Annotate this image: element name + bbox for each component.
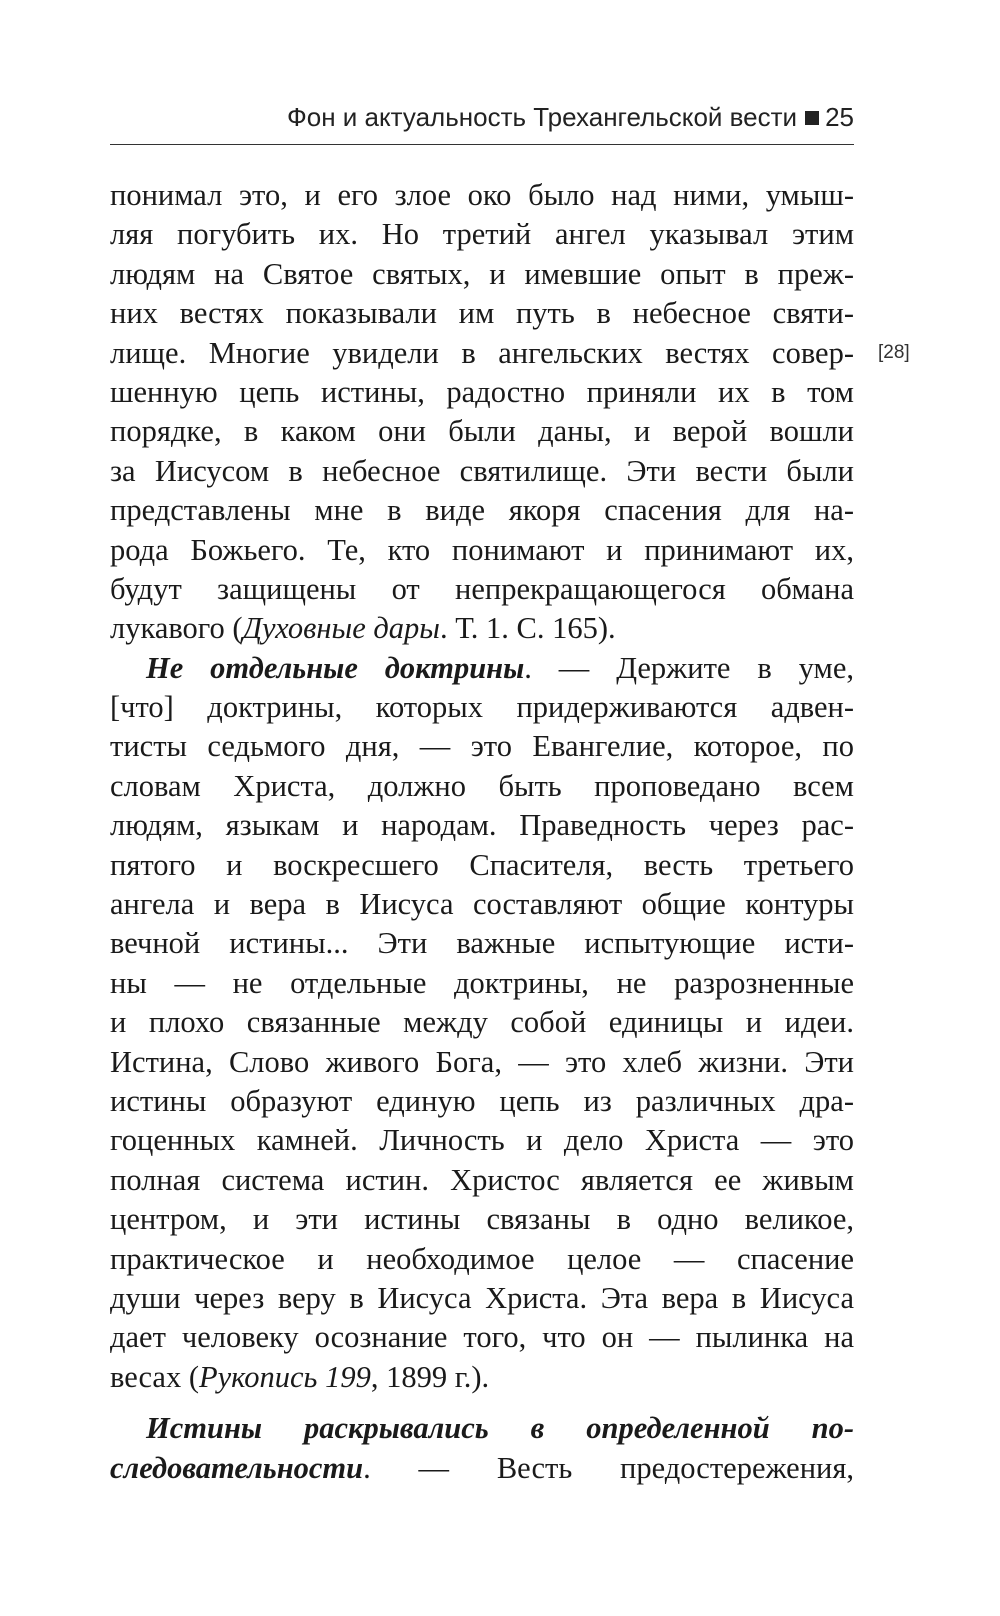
running-header [110,100,854,134]
citation-title: Рукопись 199 [199,1359,371,1394]
text-line: вечной истины... Эти важные испытующие исти- [110,926,854,961]
text-line-with-citation [110,609,854,648]
text-line: практическое и необходимое целое — спасение [110,1241,854,1276]
body-text [110,176,854,1488]
text-line: и плохо связанные между собой единицы и идеи. [110,1005,854,1040]
text-line: людям на Святое святых, и имевшие опыт в преж- [110,256,854,291]
text-run: . — Весть предостережения, [363,1450,854,1485]
text-line: будут защищены от непрекращающегося обмана [110,571,854,606]
text-line: шенную цепь истины, радостно приняли их в том [110,374,854,409]
text-line: полная система истин. Христос является ее живым [110,1162,854,1197]
heading-line [110,649,854,688]
text-line: истины образуют единую цепь из различных дра- [110,1083,854,1118]
header-rule [110,144,854,145]
text-line: души через веру в Иисуса Христа. Эта вера в Иисуса [110,1280,854,1315]
text-line: рода Божьего. Те, кто понимают и принимают их, [110,532,854,567]
paragraph-1 [110,176,854,649]
text-line: тисты седьмого дня, — это Евангелие, которое, по [110,729,854,764]
paragraph-heading: Не отдельные доктрины [146,650,525,685]
paragraph-heading: Истины раскрывались в определенной по- [146,1411,854,1446]
text-line: представлены мне в виде якоря спасения для на- [110,493,854,528]
square-bullet-icon [805,111,819,125]
paragraph-spacer [110,1397,854,1409]
margin-page-reference: [28] [878,342,910,363]
text-line: центром, и эти истины связаны в одно великое, [110,1202,854,1237]
paragraph-heading-continued: следовательности [110,1450,364,1485]
text-run: весах ( [110,1359,199,1394]
heading-line [110,1449,854,1488]
text-line: них вестях показывали им путь в небесное святи- [110,296,854,331]
text-line: лище. Многие увидели в ангельских вестях совер- [110,335,854,370]
text-line: за Иисусом в небесное святилище. Эти вести были [110,453,854,488]
text-run: . Т. 1. С. 165). [439,611,616,646]
text-line: людям, языкам и народам. Праведность через рас- [110,808,854,843]
text-run: , 1899 г.). [370,1359,490,1394]
text-line: пятого и воскресшего Спасителя, весть третьего [110,847,854,882]
page-number: 25 [825,102,854,132]
text-line: дает человеку осознание того, что он — пылинка на [110,1320,854,1355]
citation-title: Духовные дары [242,611,440,646]
text-line: понимал это, и его злое око было над ними, умыш- [110,178,854,212]
text-line: ляя погубить их. Но третий ангел указывал этим [110,217,854,252]
text-line: словам Христа, должно быть проповедано всем [110,768,854,803]
text-line: порядке, в каком они были даны, и верой вошли [110,414,854,449]
text-line: ангела и вера в Иисуса составляют общие контуры [110,887,854,922]
text-line-with-citation [110,1358,854,1397]
text-run: лукавого ( [110,611,243,646]
paragraph-2 [110,649,854,1397]
paragraph-3 [110,1409,854,1488]
text-run: . — Держите в уме, [524,650,854,685]
text-line: гоценных камней. Личность и дело Христа — это [110,1123,854,1158]
running-title: Фон и актуальность Трехангельской вести [287,102,798,132]
text-line: ны — не отдельные доктрины, не разрозненные [110,965,854,1000]
text-line: [что] доктрины, которых придерживаются адвен- [110,690,854,725]
text-line: Истина, Слово живого Бога, — это хлеб жизни. Эти [110,1044,854,1079]
